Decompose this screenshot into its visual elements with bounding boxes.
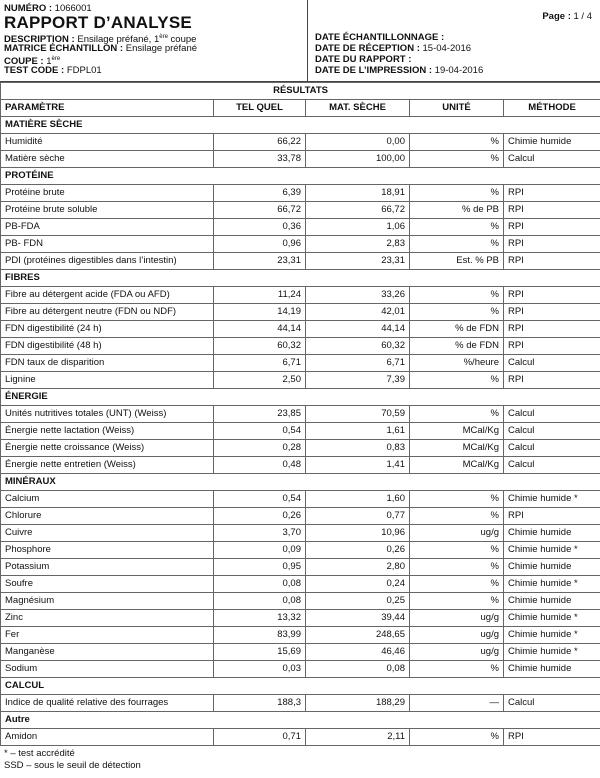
as-is-value: 6,71 <box>214 355 306 372</box>
method-cell: Chimie humide <box>504 661 600 678</box>
method-cell: Chimie humide * <box>504 542 600 559</box>
col-unit: UNITÉ <box>410 100 504 117</box>
table-row <box>1 457 600 474</box>
as-is-value: 33,78 <box>214 151 306 168</box>
reception-date: DATE DE RÉCEPTION : 15-04-2016 <box>315 43 472 54</box>
table-row <box>1 559 600 576</box>
section-row <box>1 389 600 406</box>
dry-matter-value: 39,44 <box>306 610 410 627</box>
method-cell: Chimie humide <box>504 559 600 576</box>
dry-matter-value: 33,26 <box>306 287 410 304</box>
unit-cell: MCal/Kg <box>410 457 504 474</box>
dry-matter-value: 0,24 <box>306 576 410 593</box>
parameter-cell: Humidité <box>1 134 214 151</box>
table-row <box>1 423 600 440</box>
table-row <box>1 593 600 610</box>
method-cell: Chimie humide <box>504 593 600 610</box>
dry-matter-value: 1,61 <box>306 423 410 440</box>
parameter-cell: Énergie nette lactation (Weiss) <box>1 423 214 440</box>
parameter-cell: Protéine brute soluble <box>1 202 214 219</box>
method-cell: Calcul <box>504 151 600 168</box>
as-is-value: 0,09 <box>214 542 306 559</box>
page-number: Page : 1 / 4 <box>542 11 592 22</box>
unit-cell: — <box>410 695 504 712</box>
unit-cell: % <box>410 219 504 236</box>
dry-matter-value: 46,46 <box>306 644 410 661</box>
table-row <box>1 440 600 457</box>
as-is-value: 23,85 <box>214 406 306 423</box>
section-row <box>1 270 600 287</box>
dry-matter-value: 1,60 <box>306 491 410 508</box>
parameter-cell: Manganèse <box>1 644 214 661</box>
method-cell: RPI <box>504 287 600 304</box>
method-cell: RPI <box>504 253 600 270</box>
unit-cell: MCal/Kg <box>410 440 504 457</box>
method-cell: Chimie humide <box>504 134 600 151</box>
table-row <box>1 627 600 644</box>
cut: COUPE : 1ère <box>4 56 61 68</box>
report-title: RAPPORT D’ANALYSE <box>4 13 192 32</box>
section-row <box>1 712 600 729</box>
section-row <box>1 678 600 695</box>
parameter-cell: Protéine brute <box>1 185 214 202</box>
sample-matrix: MATRICE ÉCHANTILLON : Ensilage préfané <box>4 43 198 54</box>
method-cell: Calcul <box>504 355 600 372</box>
method-cell: RPI <box>504 729 600 746</box>
dry-matter-value: 18,91 <box>306 185 410 202</box>
table-row <box>1 151 600 168</box>
results-table <box>0 82 600 746</box>
parameter-cell: Sodium <box>1 661 214 678</box>
method-cell: Calcul <box>504 423 600 440</box>
parameter-cell: Fer <box>1 627 214 644</box>
unit-cell: % <box>410 491 504 508</box>
unit-cell: % <box>410 661 504 678</box>
table-row <box>1 287 600 304</box>
method-cell: RPI <box>504 508 600 525</box>
as-is-value: 0,54 <box>214 423 306 440</box>
as-is-value: 0,28 <box>214 440 306 457</box>
dry-matter-value: 1,06 <box>306 219 410 236</box>
as-is-value: 6,39 <box>214 185 306 202</box>
as-is-value: 0,54 <box>214 491 306 508</box>
method-cell: Chimie humide * <box>504 491 600 508</box>
parameter-cell: Zinc <box>1 610 214 627</box>
unit-cell: % de FDN <box>410 338 504 355</box>
as-is-value: 44,14 <box>214 321 306 338</box>
section-row <box>1 168 600 185</box>
sampling-date: DATE ÉCHANTILLONNAGE : <box>315 32 445 43</box>
as-is-value: 14,19 <box>214 304 306 321</box>
section-row <box>1 117 600 134</box>
report-date: DATE DU RAPPORT : <box>315 54 412 65</box>
as-is-value: 0,03 <box>214 661 306 678</box>
unit-cell: % <box>410 236 504 253</box>
table-row <box>1 202 600 219</box>
as-is-value: 0,36 <box>214 219 306 236</box>
test-code: TEST CODE : FDPL01 <box>4 65 102 76</box>
dry-matter-value: 23,31 <box>306 253 410 270</box>
method-cell: Calcul <box>504 406 600 423</box>
table-row <box>1 576 600 593</box>
method-cell: RPI <box>504 304 600 321</box>
parameter-cell: Calcium <box>1 491 214 508</box>
method-cell: Chimie humide * <box>504 610 600 627</box>
table-row <box>1 542 600 559</box>
parameter-cell: Matière sèche <box>1 151 214 168</box>
table-row <box>1 321 600 338</box>
as-is-value: 0,95 <box>214 559 306 576</box>
table-row <box>1 610 600 627</box>
dry-matter-value: 0,77 <box>306 508 410 525</box>
table-row <box>1 508 600 525</box>
parameter-cell: Indice de qualité relative des fourrages <box>1 695 214 712</box>
as-is-value: 60,32 <box>214 338 306 355</box>
table-row <box>1 491 600 508</box>
as-is-value: 11,24 <box>214 287 306 304</box>
unit-cell: ug/g <box>410 644 504 661</box>
dry-matter-value: 2,83 <box>306 236 410 253</box>
method-cell: RPI <box>504 202 600 219</box>
as-is-value: 0,71 <box>214 729 306 746</box>
as-is-value: 83,99 <box>214 627 306 644</box>
table-row <box>1 338 600 355</box>
unit-cell: % de PB <box>410 202 504 219</box>
parameter-cell: Magnésium <box>1 593 214 610</box>
as-is-value: 0,08 <box>214 576 306 593</box>
section-title: Autre <box>1 712 600 729</box>
footnote-ssd: SSD – sous le seuil de détection <box>4 760 141 771</box>
footnote-accredited: * – test accrédité <box>4 748 75 759</box>
method-cell: RPI <box>504 321 600 338</box>
table-row <box>1 695 600 712</box>
method-cell: RPI <box>504 236 600 253</box>
dry-matter-value: 0,26 <box>306 542 410 559</box>
as-is-value: 15,69 <box>214 644 306 661</box>
unit-cell: % <box>410 559 504 576</box>
report-header <box>4 3 596 76</box>
parameter-cell: FDN digestibilité (48 h) <box>1 338 214 355</box>
unit-cell: % <box>410 508 504 525</box>
as-is-value: 66,22 <box>214 134 306 151</box>
col-dry-matter: MAT. SÈCHE <box>306 100 410 117</box>
dry-matter-value: 10,96 <box>306 525 410 542</box>
dry-matter-value: 7,39 <box>306 372 410 389</box>
dry-matter-value: 188,29 <box>306 695 410 712</box>
dry-matter-value: 248,65 <box>306 627 410 644</box>
method-cell: Calcul <box>504 457 600 474</box>
as-is-value: 0,48 <box>214 457 306 474</box>
dry-matter-value: 70,59 <box>306 406 410 423</box>
col-as-is: TEL QUEL <box>214 100 306 117</box>
section-title: ÉNERGIE <box>1 389 600 406</box>
method-cell: Calcul <box>504 695 600 712</box>
as-is-value: 13,32 <box>214 610 306 627</box>
dry-matter-value: 60,32 <box>306 338 410 355</box>
table-row <box>1 644 600 661</box>
dry-matter-value: 6,71 <box>306 355 410 372</box>
parameter-cell: Chlorure <box>1 508 214 525</box>
method-cell: Chimie humide * <box>504 576 600 593</box>
dry-matter-value: 42,01 <box>306 304 410 321</box>
section-row <box>1 474 600 491</box>
print-date: DATE DE L’IMPRESSION : 19-04-2016 <box>315 65 484 76</box>
unit-cell: % <box>410 185 504 202</box>
as-is-value: 188,3 <box>214 695 306 712</box>
unit-cell: Est. % PB <box>410 253 504 270</box>
table-row <box>1 406 600 423</box>
dry-matter-value: 0,08 <box>306 661 410 678</box>
table-row <box>1 661 600 678</box>
unit-cell: % <box>410 151 504 168</box>
parameter-cell: Cuivre <box>1 525 214 542</box>
parameter-cell: Fibre au détergent acide (FDA ou AFD) <box>1 287 214 304</box>
table-row <box>1 134 600 151</box>
unit-cell: ug/g <box>410 610 504 627</box>
unit-cell: ug/g <box>410 627 504 644</box>
parameter-cell: Lignine <box>1 372 214 389</box>
as-is-value: 2,50 <box>214 372 306 389</box>
method-cell: RPI <box>504 219 600 236</box>
dry-matter-value: 44,14 <box>306 321 410 338</box>
section-title: MATIÈRE SÈCHE <box>1 117 600 134</box>
dry-matter-value: 0,00 <box>306 134 410 151</box>
section-title: PROTÉINE <box>1 168 600 185</box>
unit-cell: % de FDN <box>410 321 504 338</box>
report-number: NUMÉRO : 1066001 <box>4 3 92 14</box>
table-row <box>1 253 600 270</box>
parameter-cell: Phosphore <box>1 542 214 559</box>
dry-matter-value: 66,72 <box>306 202 410 219</box>
as-is-value: 23,31 <box>214 253 306 270</box>
method-cell: Calcul <box>504 440 600 457</box>
unit-cell: MCal/Kg <box>410 423 504 440</box>
as-is-value: 3,70 <box>214 525 306 542</box>
parameter-cell: Énergie nette croissance (Weiss) <box>1 440 214 457</box>
table-row <box>1 304 600 321</box>
table-row <box>1 729 600 746</box>
table-row <box>1 355 600 372</box>
parameter-cell: Énergie nette entretien (Weiss) <box>1 457 214 474</box>
parameter-cell: Unités nutritives totales (UNT) (Weiss) <box>1 406 214 423</box>
parameter-cell: PB- FDN <box>1 236 214 253</box>
section-title: CALCUL <box>1 678 600 695</box>
unit-cell: % <box>410 134 504 151</box>
unit-cell: % <box>410 287 504 304</box>
footnotes <box>4 748 141 772</box>
method-cell: Chimie humide <box>504 525 600 542</box>
col-parameter: PARAMÈTRE <box>1 100 214 117</box>
parameter-cell: Amidon <box>1 729 214 746</box>
dry-matter-value: 2,11 <box>306 729 410 746</box>
parameter-cell: FDN taux de disparition <box>1 355 214 372</box>
method-cell: RPI <box>504 185 600 202</box>
as-is-value: 0,96 <box>214 236 306 253</box>
method-cell: RPI <box>504 372 600 389</box>
unit-cell: % <box>410 576 504 593</box>
table-row <box>1 236 600 253</box>
unit-cell: % <box>410 729 504 746</box>
parameter-cell: Soufre <box>1 576 214 593</box>
parameter-cell: FDN digestibilité (24 h) <box>1 321 214 338</box>
parameter-cell: PB-FDA <box>1 219 214 236</box>
parameter-cell: Potassium <box>1 559 214 576</box>
as-is-value: 0,26 <box>214 508 306 525</box>
method-cell: RPI <box>504 338 600 355</box>
dry-matter-value: 100,00 <box>306 151 410 168</box>
results-title: RÉSULTATS <box>1 83 600 100</box>
unit-cell: %/heure <box>410 355 504 372</box>
parameter-cell: PDI (protéines digestibles dans l’intestin) <box>1 253 214 270</box>
table-row <box>1 525 600 542</box>
unit-cell: % <box>410 372 504 389</box>
as-is-value: 66,72 <box>214 202 306 219</box>
parameter-cell: Fibre au détergent neutre (FDN ou NDF) <box>1 304 214 321</box>
dry-matter-value: 1,41 <box>306 457 410 474</box>
unit-cell: % <box>410 406 504 423</box>
dry-matter-value: 0,83 <box>306 440 410 457</box>
dry-matter-value: 2,80 <box>306 559 410 576</box>
unit-cell: % <box>410 542 504 559</box>
method-cell: Chimie humide * <box>504 644 600 661</box>
section-title: MINÉRAUX <box>1 474 600 491</box>
col-method: MÉTHODE <box>504 100 600 117</box>
as-is-value: 0,08 <box>214 593 306 610</box>
table-row <box>1 219 600 236</box>
header-divider <box>307 0 308 81</box>
table-row <box>1 372 600 389</box>
dry-matter-value: 0,25 <box>306 593 410 610</box>
unit-cell: % <box>410 304 504 321</box>
table-row <box>1 185 600 202</box>
unit-cell: ug/g <box>410 525 504 542</box>
method-cell: Chimie humide * <box>504 627 600 644</box>
unit-cell: % <box>410 593 504 610</box>
description: DESCRIPTION : Ensilage préfané, 1ère coupe <box>4 34 197 46</box>
section-title: FIBRES <box>1 270 600 287</box>
